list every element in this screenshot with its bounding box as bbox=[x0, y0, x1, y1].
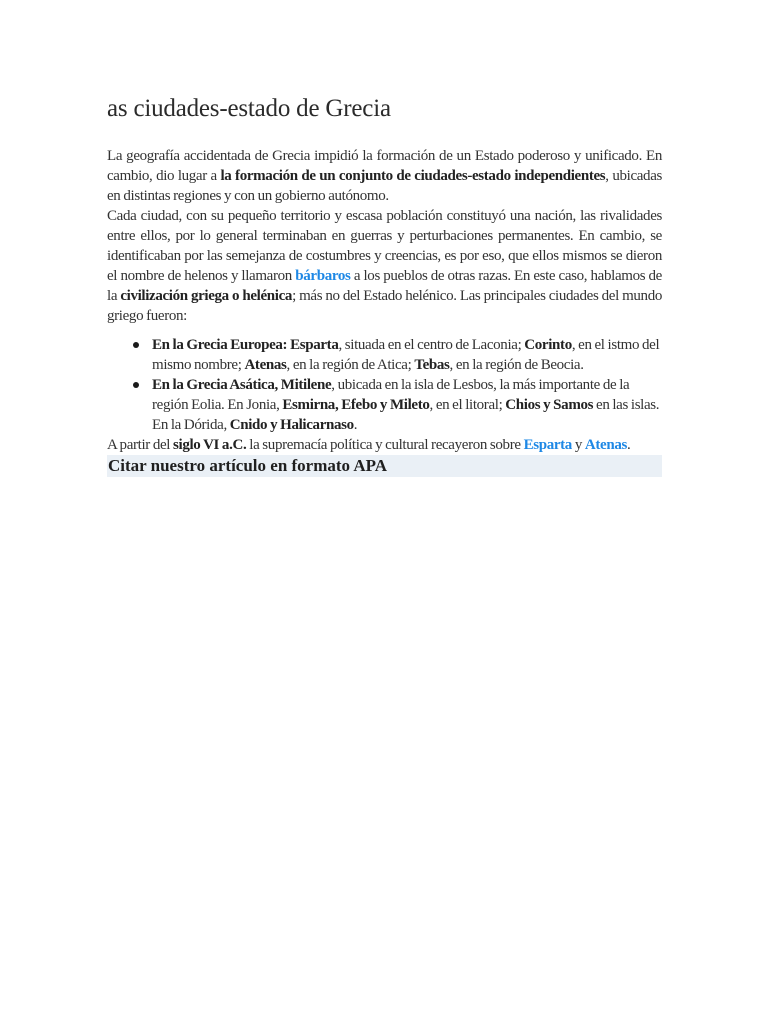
paragraph-text: a los pueblos de otras razas. En este caso, hablamos de la bbox=[107, 268, 662, 304]
bold-text: En la Grecia Asática, Mitilene bbox=[152, 377, 332, 393]
paragraph-text: la supremacía política y cultural recayeron sobre bbox=[246, 437, 524, 453]
list-text: , en la región de Atica; bbox=[286, 357, 415, 373]
article-body bbox=[107, 146, 662, 455]
bold-text: Tebas bbox=[414, 357, 450, 373]
bold-text: la formación de un conjunto de ciudades-estado independientes bbox=[220, 168, 606, 184]
bold-text: Chios y Samos bbox=[505, 397, 594, 413]
list-text: en las islas. En la Dórida, bbox=[152, 397, 660, 433]
paragraph-cities bbox=[107, 206, 662, 326]
bullet-icon bbox=[133, 342, 139, 348]
paragraph-text: y bbox=[571, 437, 585, 453]
bold-text: siglo VI a.C. bbox=[173, 437, 247, 453]
link-barbaros[interactable]: bárbaros bbox=[295, 268, 351, 284]
paragraph-text: A partir del bbox=[107, 437, 174, 453]
paragraph-text: . bbox=[626, 437, 631, 453]
list-text: , situada en el centro de Laconia; bbox=[338, 337, 525, 353]
article-content bbox=[107, 93, 662, 477]
list-text: , en la región de Beocia. bbox=[449, 357, 584, 373]
cities-list bbox=[107, 335, 662, 435]
bold-text: civilización griega o helénica bbox=[120, 288, 293, 304]
list-text: , ubicada en la isla de Lesbos, la más importante de la región Eolia. En Jonia, bbox=[152, 377, 630, 413]
paragraph-conclusion bbox=[107, 435, 662, 455]
cite-apa-button[interactable]: Citar nuestro artículo en formato APA bbox=[107, 455, 662, 477]
paragraph-text: ; más no del Estado helénico. Las principales ciudades del mundo griego fueron: bbox=[107, 288, 662, 324]
bullet-icon bbox=[133, 382, 139, 388]
list-item bbox=[152, 335, 662, 375]
list-text: . bbox=[353, 417, 358, 433]
paragraph-text: Cada ciudad, con su pequeño territorio y escasa población constituyó una nación, las rivalidades entre ellos, por lo general terminaban en guerras y perturbaciones permanentes. En cambio, se identificaban por las semejanza de costumbres y creencias, es por eso, que ellos mismos se dieron el nombre de helenos y llamaron bbox=[107, 208, 662, 284]
link-esparta[interactable]: Esparta bbox=[523, 437, 572, 453]
paragraph-text: , ubicadas en distintas regiones y con un gobierno autónomo. bbox=[107, 168, 662, 204]
bold-text: Atenas bbox=[244, 357, 287, 373]
list-text: , en el litoral; bbox=[429, 397, 506, 413]
page-title: as ciudades-estado de Grecia bbox=[107, 95, 391, 122]
bold-text: En la Grecia Europea: Esparta bbox=[152, 337, 339, 353]
list-item bbox=[152, 375, 662, 435]
link-atenas[interactable]: Atenas bbox=[584, 437, 627, 453]
list-text: , en el istmo del mismo nombre; bbox=[152, 337, 660, 373]
bold-text: Corinto bbox=[524, 337, 572, 353]
paragraph-text: La geografía accidentada de Grecia impidió la formación de un Estado poderoso y unificado. En cambio, dio lugar a bbox=[107, 148, 662, 184]
bold-text: Cnido y Halicarnaso bbox=[229, 417, 354, 433]
bold-text: Esmirna, Efebo y Mileto bbox=[282, 397, 430, 413]
paragraph-intro bbox=[107, 146, 662, 206]
